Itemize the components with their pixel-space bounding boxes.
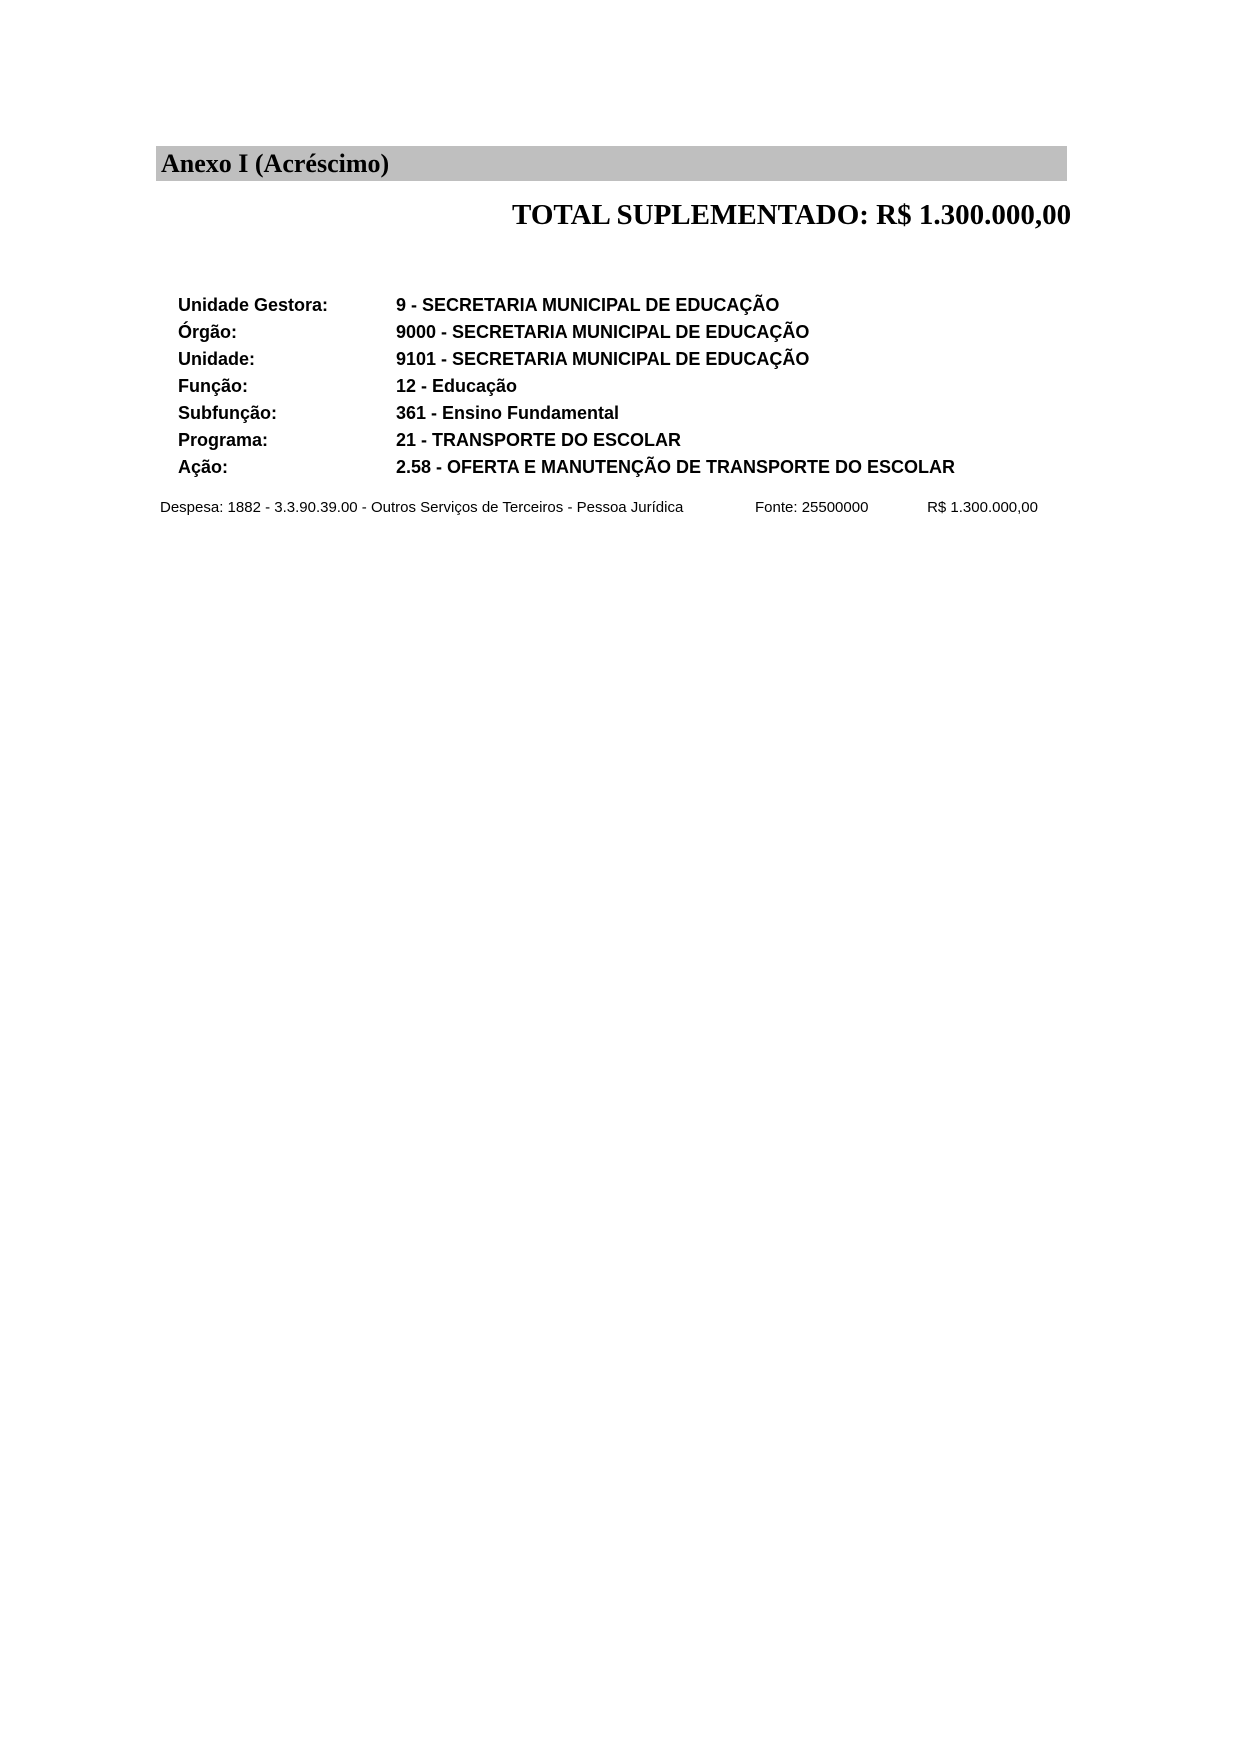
despesa-valor: R$ 1.300.000,00 xyxy=(927,499,1038,516)
row-value: 9101 - SECRETARIA MUNICIPAL DE EDUCAÇÃO xyxy=(396,349,810,369)
row-value: 9000 - SECRETARIA MUNICIPAL DE EDUCAÇÃO xyxy=(396,322,810,342)
budget-row-funcao xyxy=(160,373,1060,400)
budget-row-programa xyxy=(160,427,1060,454)
row-label: Ação: xyxy=(178,457,229,477)
row-label: Programa: xyxy=(178,430,269,450)
despesa-line xyxy=(0,498,1241,520)
budget-row-unidade-gestora xyxy=(160,292,1060,319)
row-label: Órgão: xyxy=(178,322,238,342)
total-suplementado-title: TOTAL SUPLEMENTADO: R$ 1.300.000,00 xyxy=(512,199,1072,231)
budget-row-unidade xyxy=(160,346,1060,373)
budget-row-acao xyxy=(160,454,1060,481)
row-value: 2.58 - OFERTA E MANUTENÇÃO DE TRANSPORTE DO ESCOLAR xyxy=(396,457,956,477)
budget-classification-table xyxy=(160,292,1060,481)
row-value: 9 - SECRETARIA MUNICIPAL DE EDUCAÇÃO xyxy=(396,295,780,315)
anexo-header-bar xyxy=(156,146,1067,181)
row-label: Unidade: xyxy=(178,349,256,369)
budget-row-subfuncao xyxy=(160,400,1060,427)
row-label: Unidade Gestora: xyxy=(178,295,329,315)
row-value: 361 - Ensino Fundamental xyxy=(396,403,620,423)
row-value: 12 - Educação xyxy=(396,376,518,396)
row-label: Subfunção: xyxy=(178,403,277,423)
despesa-description: Despesa: 1882 - 3.3.90.39.00 - Outros Serviços de Terceiros - Pessoa Jurídica xyxy=(160,499,684,516)
despesa-fonte: Fonte: 25500000 xyxy=(755,499,869,516)
row-label: Função: xyxy=(178,376,248,396)
budget-row-orgao xyxy=(160,319,1060,346)
row-value: 21 - TRANSPORTE DO ESCOLAR xyxy=(396,430,682,450)
anexo-header-title: Anexo I (Acréscimo) xyxy=(161,149,390,178)
